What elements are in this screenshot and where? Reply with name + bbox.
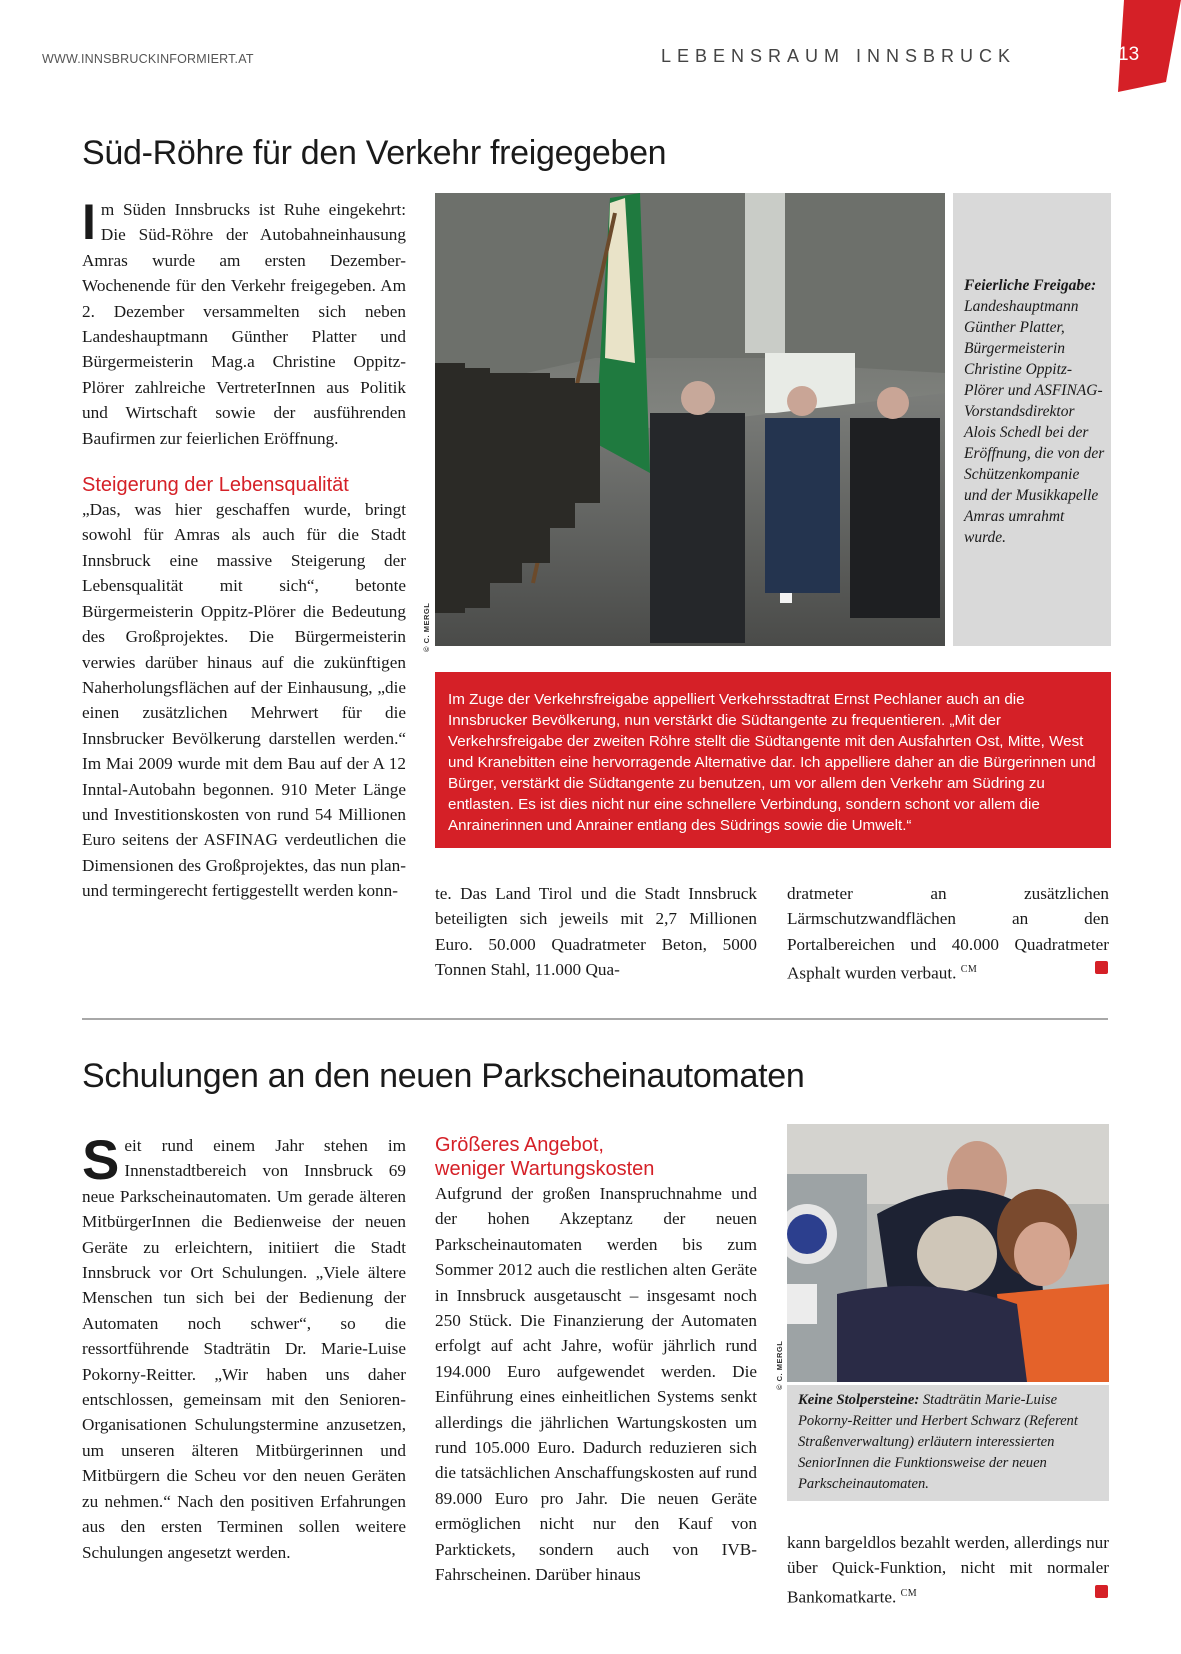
subhead-line2: weniger Wartungskosten (435, 1158, 655, 1180)
article1-subhead: Steigerung der Lebensqualität (82, 474, 349, 497)
callout-text: Im Zuge der Verkehrsfreigabe appelliert Verkehrsstadtrat Ernst Pechlaner auch an die Innsbrucker Bevölkerung, nun verstärkt die Südtangente zu frequentieren. „Mit der Verkehrsfreigabe der zweiten Röhre stellt die Südtangente mit den Ausfahrten Ost, Mitte, West und Kranebitten eine hervorragende Alternative dar. Ich appelliere daher an die Bürgerinnen und Bürger, verstärkt die Südtangente zu benutzen, um vor allem den Verkehr am Südring zu entlasten. Es ist dies nicht nur eine schnellere Verbindung, sondern schont vor allem die Anrainerinnen und Anrainer entlang des Südrings sowie die Umwelt.“ (448, 691, 1096, 834)
col3-text: dratmeter an zusätzlichen Lärmschutzwandflächen an den Portalbereichen und 40.000 Quadratmeter Asphalt wurden verbaut. (787, 884, 1109, 983)
tunnel-opening-photo (435, 193, 945, 646)
article1-body-col1: „Das, was hier geschaffen wurde, bringt sowohl für Amras als auch für die Stadt Innsbruck eine massive Steigerung der Lebensqualität mit sich“, betonte Bürgermeisterin Oppitz-Plörer die Bedeutung des Großprojektes. Die Bürgermeisterin verwies darüber hinaus auf die zukünftigen Naherholungsflächen auf der Einhausung, „die einen zusätzlichen Mehrwert für die Innsbrucker Bevölkerung darstellen werden.“ Im Mai 2009 wurde mit dem Bau auf der A 12 Inntal-Autobahn begonnen. 910 Meter Länge und Investitionskosten von rund 54 Millionen Euro seitens der ASFINAG verdeutlichen die Dimensionen des Großprojektes, das nun plan- und termingerecht fertiggestellt werden konn- (82, 500, 406, 901)
photo2-caption-text: Stadträtin Marie-Luise Pokorny-Reitter und Herbert Schwarz (Referent Straßenverwaltung) erläutern interessierten SeniorInnen die Funktionsweise der neuen Parkscheinautomaten. (798, 1392, 1078, 1492)
article2-headline: Schulungen an den neuen Parkscheinautomaten (82, 1057, 805, 1095)
parking-photo-illustration (787, 1124, 1109, 1382)
callout-box (435, 672, 1111, 848)
article1-column2 (435, 881, 757, 983)
photo1-caption (953, 193, 1111, 646)
article2-column3 (787, 1530, 1109, 1610)
photo1-caption-lead: Feierliche Freigabe: (964, 277, 1097, 294)
section-label: LEBENSRAUM INNSBRUCK (660, 46, 1016, 66)
col1-text: eit rund einem Jahr stehen im Innenstadtbereich von Innsbruck 69 neue Parkscheinautomaten. Um gerade älteren MitbürgerInnen die Bedienweise der neuen Geräte zu erleichtern, initiiert die Stadt Innsbruck vor Ort Schulungen. „Viele ältere Menschen tun sich bei der Bedienung der Automaten noch schwer“, so die ressortführende Stadträtin Dr. Marie-Luise Pokorny-Reitter. „Wir haben uns daher entschlossen, gemeinsam mit den Senioren-Organisationen Schulungstermine anzusetzen, um unseren älteren Mitbürgerinnen und Mitbürgern die Scheu vor den neuen Geräten zu nehmen.“ Nach den positiven Erfahrungen aus den ersten Terminen sollen weitere Schulungen angesetzt werden. (82, 1136, 406, 1562)
author-signature: CM (900, 1587, 918, 1599)
page-number-tab (1102, 0, 1181, 92)
end-of-article-marker (1095, 1585, 1108, 1598)
col3-text: kann bargeldlos bezahlt werden, allerdings nur über Quick-Funktion, nicht mit normaler Bankomatkarte. (787, 1533, 1109, 1607)
page-number: 13 (1118, 44, 1140, 65)
photo2-credit: © C. MERGL (775, 1340, 784, 1390)
section-divider (82, 1018, 1108, 1020)
photo2-caption (787, 1385, 1109, 1501)
intro-text: m Süden Innsbrucks ist Ruhe eingekehrt: Die Süd-Röhre der Autobahneinhausung Amras wurde am ersten Dezember-Wochenende für den Verkehr freigegeben. Am 2. Dezember versammelten sich neben Landeshauptmann Günther Platter und Bürgermeisterin Mag.a Christine Oppitz-Plörer zahlreiche VertreterInnen aus Politik und Wirtschaft sowie der ausführenden Baufirmen zur feierlichen Eröffnung. (82, 200, 406, 448)
article2-body-col1 (82, 1128, 406, 1565)
article1-column3 (787, 881, 1109, 986)
article1-body-col3 (787, 881, 1109, 986)
photo1-caption-text: Landeshauptmann Günther Platter, Bürgermeisterin Christine Oppitz-Plörer und ASFINAG-Vorstandsdirektor Alois Schedl bei der Eröffnung, die von der Schützenkompanie und der Musikkapelle Amras umrahmt wurde. (964, 298, 1105, 546)
article2-body-col3 (787, 1530, 1109, 1610)
article2-column2 (435, 1133, 757, 1588)
author-signature: CM (960, 964, 978, 976)
tunnel-photo-illustration (435, 193, 945, 646)
subhead-line1: Größeres Angebot, (435, 1134, 604, 1156)
parking-meter-photo (787, 1124, 1109, 1382)
dropcap: I (82, 194, 96, 250)
end-of-article-marker (1095, 961, 1108, 974)
photo1-credit: © C. MERGL (422, 602, 431, 652)
website-url: WWW.INNSBRUCKINFORMIERT.AT (42, 52, 254, 66)
article1-intro (82, 194, 406, 451)
article2-subhead (435, 1133, 757, 1181)
article1-body-col2: te. Das Land Tirol und die Stadt Innsbruck beteiligten sich jeweils mit 2,7 Millionen Euro. 50.000 Quadratmeter Beton, 5000 Tonnen Stahl, 11.000 Qua- (435, 884, 757, 980)
article2-column1 (82, 1128, 406, 1565)
photo2-caption-lead: Keine Stolpersteine: (798, 1392, 920, 1408)
article1-headline: Süd-Röhre für den Verkehr freigegeben (82, 134, 667, 172)
article1-column1 (82, 194, 406, 904)
article2-body-col2: Aufgrund der großen Inanspruchnahme und der hohen Akzeptanz der neuen Parkscheinautomaten werden bis zum Sommer 2012 auch die restlichen alten Geräte in Innsbruck ausgetauscht – insgesamt noch 250 Stück. Die Finanzierung der Automaten erfolgt auf acht Jahre, wofür jährlich rund 194.000 Euro aufgewendet werden. Die Einführung eines einheitlichen Systems senkt allerdings die jährlichen Wartungskosten um rund 105.000 Euro. Dadurch reduzieren sich die tatsächlichen Anschaffungskosten auf rund 89.000 Euro pro Jahr. Die neuen Geräte ermöglichen nicht nur den Kauf von Parktickets, sondern auch von IVB-Fahrscheinen. Darüber hinaus (435, 1184, 757, 1585)
dropcap: S (82, 1128, 120, 1191)
